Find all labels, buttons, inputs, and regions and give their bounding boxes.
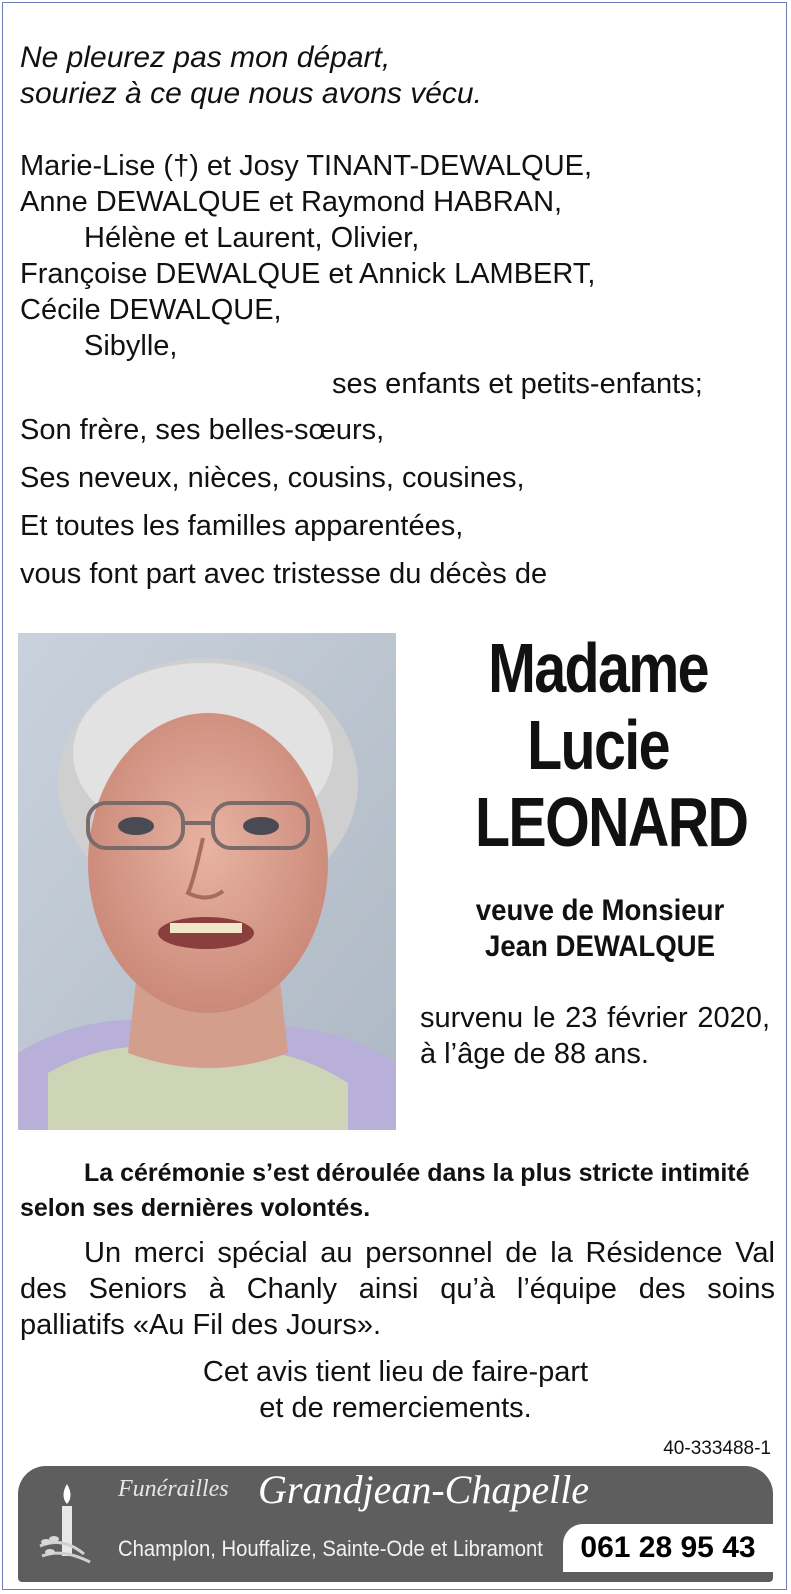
- deceased-first-name: Lucie: [527, 706, 669, 784]
- family-line: Anne DEWALQUE et Raymond HABRAN,: [20, 186, 563, 218]
- family-line: ses enfants et petits-enfants;: [332, 368, 703, 400]
- portrait-photo: [18, 633, 396, 1130]
- family-line: Hélène et Laurent, Olivier,: [84, 222, 420, 254]
- closing-line-1: Cet avis tient lieu de faire-part: [202, 1356, 589, 1388]
- family-line: Son frère, ses belles-sœurs,: [20, 414, 385, 446]
- family-line: vous font part avec tristesse du décès de: [20, 558, 548, 590]
- deceased-title: Madame: [488, 629, 708, 707]
- epitaph-line-1: Ne pleurez pas mon départ,: [20, 41, 391, 74]
- phone-number: 061 28 95 43: [563, 1524, 773, 1572]
- death-date: survenu le 23 février 2020, à l’âge de 88 ans.: [420, 1002, 770, 1070]
- reference-number: 40-333488-1: [663, 1438, 771, 1459]
- family-line: Sibylle,: [84, 330, 178, 362]
- candle-wheat-logo-icon: [32, 1476, 102, 1572]
- family-line: Marie-Lise (†) et Josy TINANT-DEWALQUE,: [20, 150, 593, 182]
- company-locations: Champlon, Houffalize, Sainte-Ode et Libramont: [118, 1536, 543, 1561]
- company-name: Grandjean-Chapelle: [258, 1467, 590, 1512]
- family-line: Françoise DEWALQUE et Annick LAMBERT,: [20, 258, 596, 290]
- ceremony-text: La cérémonie s’est déroulée dans la plus stricte intimité selon ses dernières volontés.: [20, 1159, 750, 1222]
- thanks-text: Un merci spécial au personnel de la Résidence Val des Seniors à Chanly ainsi qu’à l’équipe des soins palliatifs «Au Fil des Jours».: [20, 1237, 775, 1341]
- family-line: Et toutes les familles apparentées,: [20, 510, 464, 542]
- widow-line-1: veuve de Monsieur: [475, 894, 725, 927]
- funeral-home-banner: [18, 1466, 773, 1582]
- widow-line-2: Jean DEWALQUE: [484, 930, 716, 963]
- funerailles-label: Funérailles: [118, 1476, 229, 1502]
- family-line: Cécile DEWALQUE,: [20, 294, 282, 326]
- family-line: Ses neveux, nièces, cousins, cousines,: [20, 462, 525, 494]
- closing-line-2: et de remerciements.: [259, 1392, 532, 1424]
- deceased-last-name: LEONARD: [475, 783, 748, 861]
- epitaph-line-2: souriez à ce que nous avons vécu.: [20, 77, 482, 110]
